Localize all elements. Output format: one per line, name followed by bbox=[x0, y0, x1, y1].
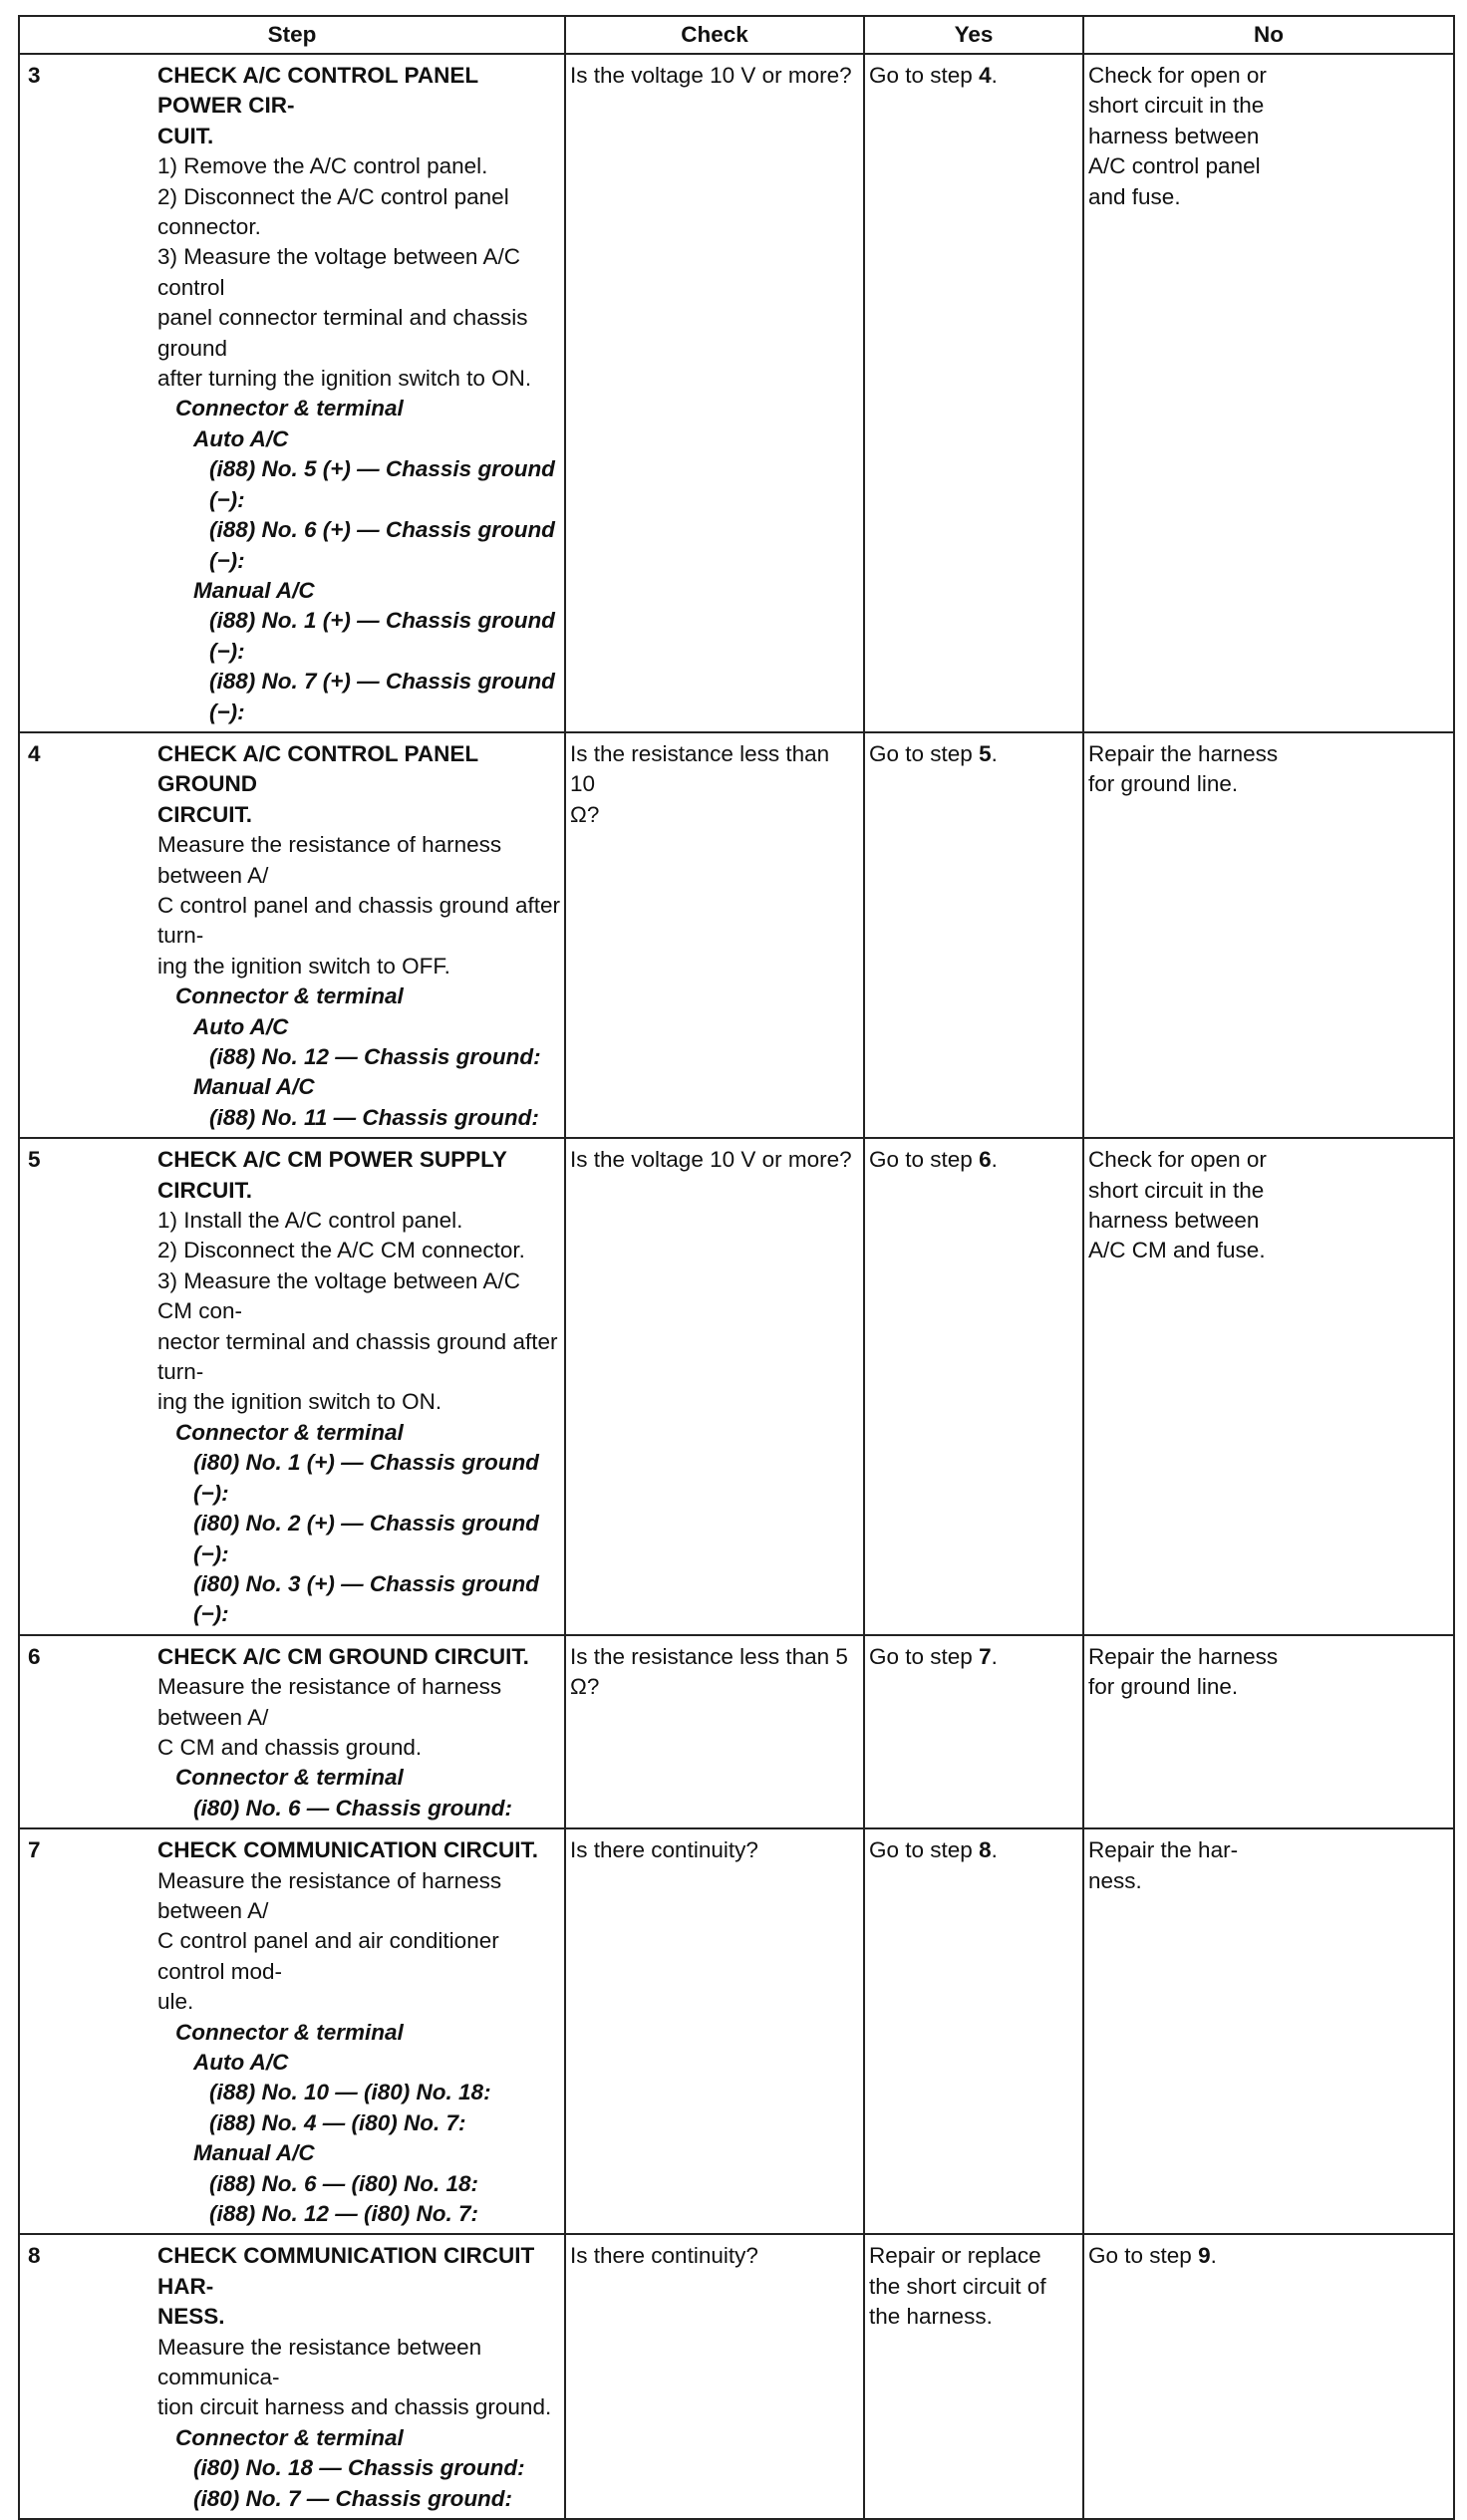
step-cell bbox=[19, 2234, 565, 2519]
spec-item: (i88) No. 1 (+) — Chassis ground (−): bbox=[209, 608, 555, 664]
no-text: harness between bbox=[1088, 1208, 1260, 1234]
table-row bbox=[19, 1635, 1454, 1828]
no-step-ref: 9 bbox=[1198, 2243, 1211, 2269]
yes-text: Go to step bbox=[869, 1147, 980, 1173]
spec-item: (i88) No. 10 — (i80) No. 18: bbox=[209, 2080, 491, 2105]
step-instruction: Measure the resistance between communica- bbox=[157, 2334, 482, 2390]
spec-group-name: Auto A/C bbox=[193, 1013, 289, 1039]
diagnostic-table bbox=[18, 15, 1455, 2520]
spec-item: (i88) No. 12 — Chassis ground: bbox=[209, 1044, 541, 1069]
yes-text: Repair or replace bbox=[869, 2243, 1041, 2269]
spec-group-name: Auto A/C bbox=[193, 425, 289, 451]
step-number: 6 bbox=[28, 1643, 41, 1669]
yes-text: Go to step bbox=[869, 740, 980, 766]
connector-terminal-heading: Connector & terminal bbox=[175, 2019, 404, 2045]
step-cell bbox=[19, 1138, 565, 1635]
step-instruction: panel connector terminal and chassis ground bbox=[157, 305, 528, 361]
no-cell bbox=[1083, 54, 1454, 732]
yes-step-ref: 6 bbox=[979, 1147, 992, 1173]
step-instruction: nector terminal and chassis ground after turn- bbox=[157, 1328, 558, 1385]
yes-cell bbox=[864, 1635, 1083, 1828]
check-cell bbox=[565, 2234, 864, 2519]
yes-text: Go to step bbox=[869, 63, 980, 88]
step-title: NESS. bbox=[157, 2304, 225, 2330]
check-cell bbox=[565, 732, 864, 1138]
no-text: Check for open or bbox=[1088, 1147, 1267, 1173]
yes-text-end: . bbox=[991, 1147, 998, 1173]
no-text: for ground line. bbox=[1088, 1674, 1239, 1700]
step-title: CHECK A/C CM GROUND CIRCUIT. bbox=[157, 1643, 529, 1669]
check-cell bbox=[565, 1828, 864, 2234]
step-instruction: 1) Install the A/C control panel. bbox=[157, 1208, 463, 1234]
no-text: Go to step bbox=[1088, 2243, 1199, 2269]
check-text: Is the resistance less than 10 bbox=[570, 740, 830, 797]
step-instruction: ing the ignition switch to ON. bbox=[157, 1389, 442, 1415]
no-text: Check for open or bbox=[1088, 63, 1267, 88]
spec-item: (i88) No. 12 — (i80) No. 7: bbox=[209, 2201, 479, 2227]
step-title: CHECK A/C CONTROL PANEL POWER CIR- bbox=[157, 63, 478, 119]
no-text-end: . bbox=[1210, 2243, 1217, 2269]
connector-terminal-heading: Connector & terminal bbox=[175, 396, 404, 421]
check-cell bbox=[565, 1635, 864, 1828]
step-title: CIRCUIT. bbox=[157, 801, 252, 827]
no-text: short circuit in the bbox=[1088, 93, 1265, 119]
spec-item: (i80) No. 6 — Chassis ground: bbox=[193, 1795, 513, 1820]
no-text: short circuit in the bbox=[1088, 1177, 1265, 1203]
yes-cell bbox=[864, 2234, 1083, 2519]
spec-group-name: Manual A/C bbox=[193, 577, 315, 603]
header-row bbox=[19, 16, 1454, 54]
step-instruction: Measure the resistance of harness between A/ bbox=[157, 1674, 502, 1730]
step-instruction: ule. bbox=[157, 1989, 194, 2015]
no-cell bbox=[1083, 1138, 1454, 1635]
step-instruction: C control panel and chassis ground after turn- bbox=[157, 892, 560, 949]
yes-step-ref: 7 bbox=[979, 1643, 992, 1669]
no-text: for ground line. bbox=[1088, 771, 1239, 797]
table-row bbox=[19, 2234, 1454, 2519]
connector-terminal-heading: Connector & terminal bbox=[175, 2424, 404, 2450]
spec-item: (i88) No. 5 (+) — Chassis ground (−): bbox=[209, 456, 555, 512]
check-text: Is the voltage 10 V or more? bbox=[570, 63, 852, 88]
yes-text: the short circuit of bbox=[869, 2273, 1046, 2299]
step-cell bbox=[19, 1635, 565, 1828]
spec-item: (i80) No. 3 (+) — Chassis ground (−): bbox=[193, 1570, 539, 1627]
table-row bbox=[19, 54, 1454, 732]
yes-cell bbox=[864, 1138, 1083, 1635]
step-instruction: 1) Remove the A/C control panel. bbox=[157, 153, 488, 179]
yes-cell bbox=[864, 54, 1083, 732]
yes-text-end: . bbox=[991, 1643, 998, 1669]
step-instruction: Measure the resistance of harness between A/ bbox=[157, 832, 502, 888]
step-cell bbox=[19, 54, 565, 732]
step-number: 7 bbox=[28, 1837, 41, 1863]
yes-text: Go to step bbox=[869, 1837, 980, 1863]
step-instruction: after turning the ignition switch to ON. bbox=[157, 366, 532, 392]
connector-terminal-heading: Connector & terminal bbox=[175, 983, 404, 1009]
step-instruction: C control panel and air conditioner control mod- bbox=[157, 1928, 499, 1984]
step-title: CUIT. bbox=[157, 123, 214, 148]
no-text: A/C control panel bbox=[1088, 153, 1261, 179]
yes-cell bbox=[864, 1828, 1083, 2234]
spec-item: (i80) No. 18 — Chassis ground: bbox=[193, 2455, 525, 2481]
spec-item: (i80) No. 7 — Chassis ground: bbox=[193, 2485, 513, 2511]
no-text: A/C CM and fuse. bbox=[1088, 1238, 1266, 1263]
no-cell bbox=[1083, 1828, 1454, 2234]
step-title: CHECK A/C CM POWER SUPPLY CIRCUIT. bbox=[157, 1147, 507, 1203]
step-instruction: 3) Measure the voltage between A/C CM con- bbox=[157, 1267, 520, 1324]
step-instruction: Measure the resistance of harness between A/ bbox=[157, 1867, 502, 1923]
step-number: 3 bbox=[28, 63, 41, 88]
spec-item: (i80) No. 2 (+) — Chassis ground (−): bbox=[193, 1511, 539, 1566]
check-cell bbox=[565, 1138, 864, 1635]
no-cell bbox=[1083, 732, 1454, 1138]
no-cell bbox=[1083, 1635, 1454, 1828]
yes-text: the harness. bbox=[869, 2304, 993, 2330]
check-text: Is there continuity? bbox=[570, 1837, 758, 1863]
table-row bbox=[19, 1138, 1454, 1635]
step-instruction: 3) Measure the voltage between A/C control bbox=[157, 244, 520, 300]
step-cell bbox=[19, 732, 565, 1138]
spec-group-name: Auto A/C bbox=[193, 2050, 289, 2075]
no-text: and fuse. bbox=[1088, 183, 1181, 209]
yes-cell bbox=[864, 732, 1083, 1138]
spec-item: (i88) No. 4 — (i80) No. 7: bbox=[209, 2109, 466, 2135]
no-text: Repair the harness bbox=[1088, 740, 1279, 766]
no-text: ness. bbox=[1088, 1867, 1142, 1893]
step-number: 8 bbox=[28, 2243, 41, 2269]
yes-text-end: . bbox=[991, 740, 998, 766]
no-text: harness between bbox=[1088, 123, 1260, 148]
step-number: 4 bbox=[28, 740, 41, 766]
connector-terminal-heading: Connector & terminal bbox=[175, 1419, 404, 1445]
table-row bbox=[19, 732, 1454, 1138]
yes-step-ref: 5 bbox=[979, 740, 992, 766]
step-instruction: tion circuit harness and chassis ground. bbox=[157, 2394, 552, 2420]
spec-item: (i88) No. 6 (+) — Chassis ground (−): bbox=[209, 517, 555, 573]
header-no: No bbox=[1083, 16, 1454, 54]
spec-group-name: Manual A/C bbox=[193, 2140, 315, 2166]
step-instruction: ing the ignition switch to OFF. bbox=[157, 953, 450, 979]
spec-item: (i88) No. 7 (+) — Chassis ground (−): bbox=[209, 669, 555, 724]
step-title: CHECK COMMUNICATION CIRCUIT. bbox=[157, 1837, 539, 1863]
yes-text-end: . bbox=[991, 1837, 998, 1863]
yes-step-ref: 4 bbox=[979, 63, 992, 88]
header-step: Step bbox=[19, 16, 565, 54]
step-instruction: 2) Disconnect the A/C control panel connector. bbox=[157, 183, 509, 240]
table-row bbox=[19, 1828, 1454, 2234]
header-yes: Yes bbox=[864, 16, 1083, 54]
check-text: Is the voltage 10 V or more? bbox=[570, 1147, 852, 1173]
no-text: Repair the harness bbox=[1088, 1643, 1279, 1669]
no-text: Repair the har- bbox=[1088, 1837, 1239, 1863]
step-cell bbox=[19, 1828, 565, 2234]
no-cell bbox=[1083, 2234, 1454, 2519]
check-text: Is the resistance less than 5 Ω? bbox=[570, 1643, 848, 1700]
spec-group-name: Manual A/C bbox=[193, 1074, 315, 1100]
header-check: Check bbox=[565, 16, 864, 54]
check-text: Ω? bbox=[570, 801, 600, 827]
step-instruction: C CM and chassis ground. bbox=[157, 1734, 423, 1760]
yes-text: Go to step bbox=[869, 1643, 980, 1669]
spec-item: (i80) No. 1 (+) — Chassis ground (−): bbox=[193, 1450, 539, 1506]
check-cell bbox=[565, 54, 864, 732]
connector-terminal-heading: Connector & terminal bbox=[175, 1765, 404, 1791]
yes-step-ref: 8 bbox=[979, 1837, 992, 1863]
spec-item: (i88) No. 11 — Chassis ground: bbox=[209, 1104, 539, 1130]
yes-text-end: . bbox=[991, 63, 998, 88]
step-number: 5 bbox=[28, 1147, 41, 1173]
check-text: Is there continuity? bbox=[570, 2243, 758, 2269]
step-title: CHECK A/C CONTROL PANEL GROUND bbox=[157, 740, 478, 797]
step-instruction: 2) Disconnect the A/C CM connector. bbox=[157, 1238, 525, 1263]
spec-item: (i88) No. 6 — (i80) No. 18: bbox=[209, 2170, 479, 2196]
step-title: CHECK COMMUNICATION CIRCUIT HAR- bbox=[157, 2243, 535, 2299]
